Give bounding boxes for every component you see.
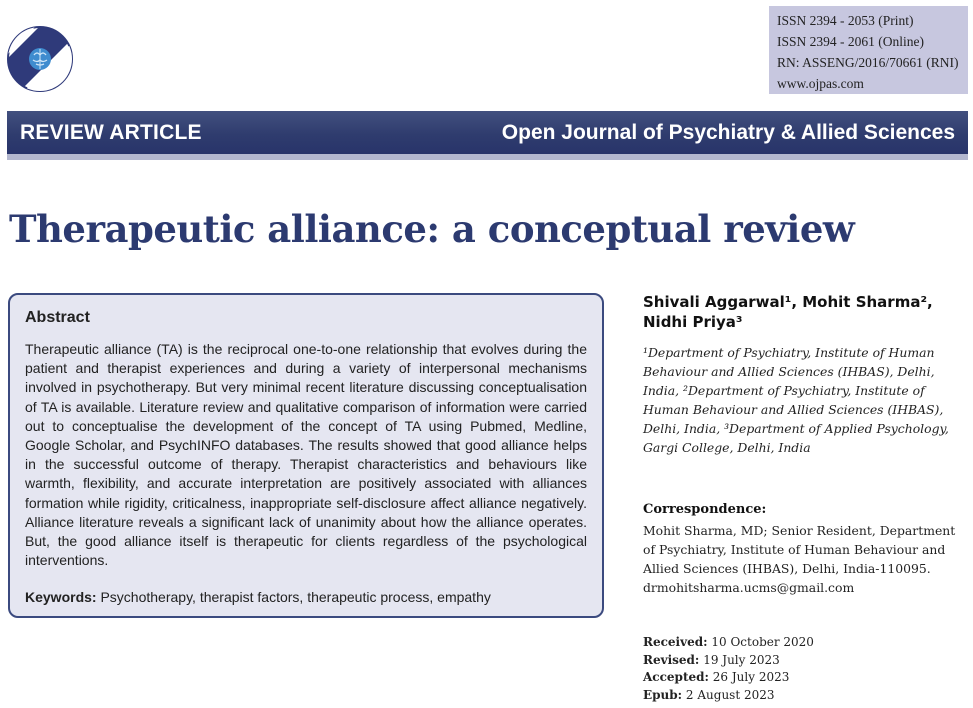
- correspondence-text: Mohit Sharma, MD; Senior Resident, Department of Psychiatry, Institute of Human Behaviour and Allied Sciences (IHBAS), Delhi, India-110095.: [643, 523, 956, 576]
- keywords-list: Psychotherapy, therapist factors, therapeutic process, empathy: [100, 589, 491, 606]
- keywords-label: Keywords:: [25, 589, 97, 606]
- registration-number: RN: ASSENG/2016/70661 (RNI): [777, 55, 959, 70]
- accepted-date: Accepted: 26 July 2023: [643, 670, 790, 684]
- article-title: Therapeutic alliance: a conceptual review: [9, 207, 855, 251]
- journal-banner: [7, 111, 968, 154]
- authors-line-1: Shivali Aggarwal¹, Mohit Sharma²,: [643, 293, 933, 311]
- received-date: Received: 10 October 2020: [643, 635, 814, 649]
- issn-print: ISSN 2394 - 2053 (Print): [777, 13, 914, 28]
- epub-date: Epub: 2 August 2023: [643, 687, 775, 702]
- authors-line-2: Nidhi Priya³: [643, 313, 743, 331]
- revised-date: Revised: 19 July 2023: [643, 652, 780, 667]
- issn-online: ISSN 2394 - 2061 (Online): [777, 34, 924, 49]
- correspondence: [643, 521, 968, 597]
- article-dates: [643, 634, 968, 704]
- abstract-box: [8, 293, 604, 618]
- journal-website-link[interactable]: www.ojpas.com: [777, 76, 864, 91]
- journal-logo: [6, 25, 74, 93]
- correspondence-heading: Correspondence:: [643, 502, 767, 517]
- author-list: [643, 292, 968, 332]
- abstract-heading: Abstract: [25, 309, 90, 326]
- issn-box: [769, 6, 968, 94]
- keywords: [25, 588, 587, 607]
- journal-name: Open Journal of Psychiatry & Allied Sciences: [501, 120, 955, 144]
- article-type: REVIEW ARTICLE: [20, 120, 202, 144]
- affiliations: ¹Department of Psychiatry, Institute of Human Behaviour and Allied Sciences (IHBAS), Delhi, India, ²Department of Psychiatry, Institute of Human Behaviour and Allied Sciences (IHBAS), Delhi, India, ³Department of Applied Psychology, Gargi College, Delhi, India: [643, 345, 949, 455]
- abstract-text: Therapeutic alliance (TA) is the reciprocal one-to-one relationship that evolves during the patient and therapist experiences and during a variety of interpersonal mechanisms involved in psychotherapy. But very minimal recent literature discussing conceptualisation of TA is available. Literature review and qualitative comparison of information were carried out to conceptualise the development of the concept of TA using Pubmed, Medline, Google Scholar, and PsychINFO databases. The results showed that good alliance helps in the successful outcome of therapy. Therapist characteristics and behaviours like warmth, flexibility, and accurate interpretation are positively associated with alliances formation while rigidity, criticalness, inappropriate self-disclosure affect alliance negatively. Alliance literature reveals a significant lack of unanimity about how the alliance operates. But, the good alliance itself is therapeutic for clients regardless of the psychological interventions.: [25, 341, 587, 569]
- correspondence-email-link[interactable]: drmohitsharma.ucms@gmail.com: [643, 580, 855, 595]
- brain-icon: [29, 48, 51, 70]
